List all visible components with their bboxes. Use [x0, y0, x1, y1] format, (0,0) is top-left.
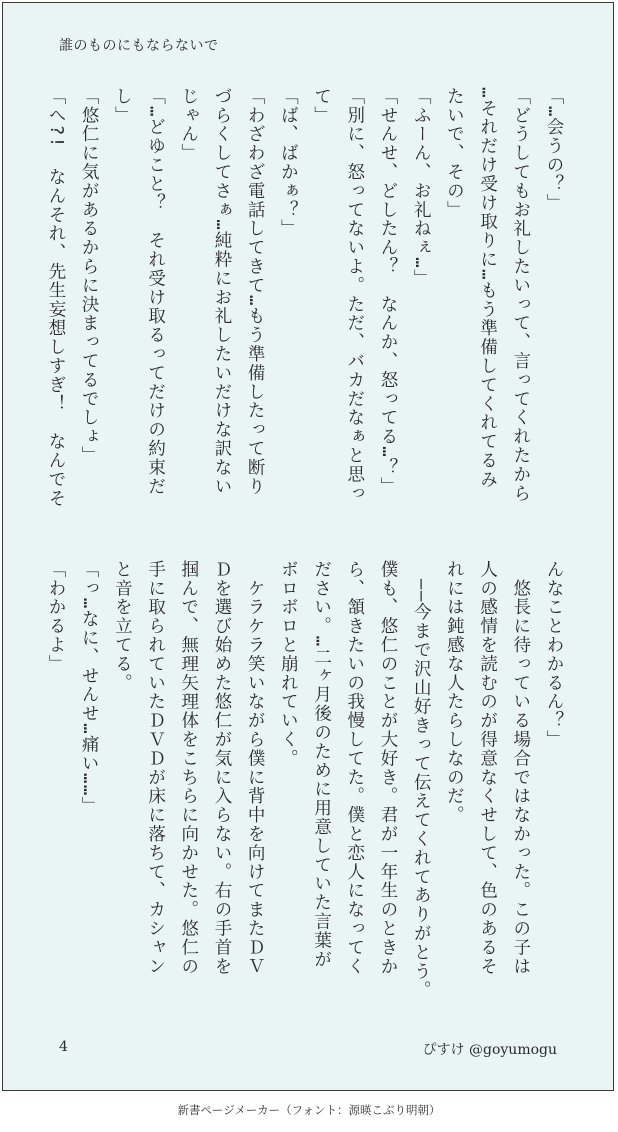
book-page — [2, 2, 614, 1091]
author-credit: ぴすけ @goyumogu — [422, 1042, 557, 1058]
vertical-text-bottom: んなことわかるん？」 悠長に待っている場合ではなかった。この子は 人の感情を読むのが得意なくせして、色のあるそ れには鈍感な人たらしなのだ。 ――今まで沢山好きって伝えてくれてありがとう。 僕も、悠仁のことが大好き。君が一年生のときか ら、頷きたいの我慢してた。僕と恋人になってく ださい。…二ヶ月後のために用意していた言葉が ボロボロと崩れていく。 ケラケラ笑いながら僕に背中を向けてまたＤＶ Ｄを選び始めた悠仁が気に入らない。右の手首を 掴んで、無理矢理体をこちらに向かせた。悠仁の 手に取られていたＤＶＤが床に落ちて、カシャン と音を立てる。 「っ…なに、せんせ…痛い……」 「わかるよ」 — [45, 560, 564, 1000]
vertical-text-top: 「…会うの？」 「どうしてもお礼したいって、言ってくれたから …それだけ受け取りに…もう準備してくれてるみ たいで、その」 「ふーん、お礼ねぇ…」 「せんせ、どしたん？ なんか、怒ってる…？」 「別に、怒ってないよ。ただ、バカだなぁと思っ て」 「ば、ばかぁ？」 「わざわざ電話してきて…もう準備したって断り づらくしてさぁ…純粋にお礼したいだけな訳ない じゃん」 「…どゆこと？ それ受け取るってだけの約束だ し」 「悠仁に気があるからに決まってるでしょ」 「へ?! なんそれ、先生妄想しすぎ！ なんでそ — [45, 87, 564, 508]
page-number: 4 — [59, 1039, 68, 1055]
generator-caption: 新書ページメーカー（フォント：源暎こぶり明朝） — [177, 1103, 441, 1117]
page-title: 誰のものにもならないで — [59, 38, 219, 54]
